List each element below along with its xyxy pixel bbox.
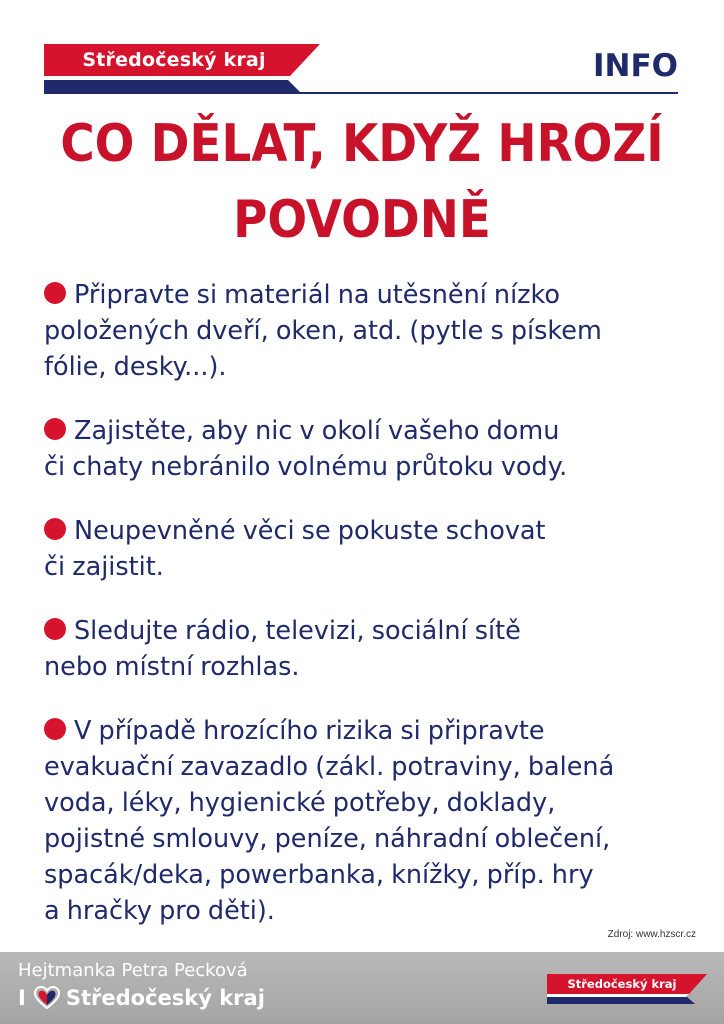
item-text: Neupevněné věci se pokuste schovat bbox=[74, 516, 546, 546]
bullet-dot bbox=[44, 618, 66, 640]
item-text: pojistné smlouvy, peníze, náhradní oblečení, bbox=[44, 824, 611, 854]
header-divider bbox=[44, 92, 678, 94]
info-label: INFO bbox=[592, 48, 678, 84]
title-line-2: POVODNĚ bbox=[233, 190, 491, 250]
item-text: evakuační zavazadlo (zákl. potraviny, balená bbox=[44, 752, 615, 782]
item-text: nebo místní rozhlas. bbox=[44, 652, 300, 682]
instructions-list bbox=[44, 277, 694, 957]
header-badge bbox=[44, 44, 320, 92]
footer-love-line bbox=[18, 986, 265, 1010]
list-item bbox=[44, 613, 694, 685]
item-text: Sledujte rádio, televizi, sociální sítě bbox=[74, 616, 521, 646]
item-text: a hračky pro děti). bbox=[44, 896, 275, 926]
bullet-dot bbox=[44, 418, 66, 440]
item-text: či chaty nebránilo volnému průtoku vody. bbox=[44, 452, 568, 482]
heart-icon bbox=[34, 986, 60, 1010]
item-text: Zajistěte, aby nic v okolí vašeho domu bbox=[74, 416, 560, 446]
source-note: Zdroj: www.hzscr.cz bbox=[607, 929, 696, 940]
list-item bbox=[44, 713, 694, 929]
item-text: spacák/deka, powerbanka, knížky, příp. hry bbox=[44, 860, 594, 890]
item-text: či zajistit. bbox=[44, 552, 164, 582]
item-text: Připravte si materiál na utěsnění nízko bbox=[74, 280, 561, 310]
item-text: V případě hrozícího rizika si připravte bbox=[74, 716, 545, 746]
bullet-dot bbox=[44, 518, 66, 540]
header-badge-label: Středočeský kraj bbox=[82, 49, 266, 71]
title-line-1: CO DĚLAT, KDYŽ HROZÍ bbox=[60, 114, 664, 174]
love-text: Středočeský kraj bbox=[65, 986, 265, 1010]
list-item bbox=[44, 413, 694, 485]
list-item bbox=[44, 513, 694, 585]
footer-name: Hejtmanka Petra Pecková bbox=[18, 960, 248, 981]
item-text: položených dveří, oken, atd. (pytle s pískem bbox=[44, 316, 602, 346]
item-text: voda, léky, hygienické potřeby, doklady, bbox=[44, 788, 556, 818]
love-prefix: I bbox=[18, 986, 26, 1010]
bullet-dot bbox=[44, 282, 66, 304]
page-title bbox=[0, 106, 724, 258]
bullet-dot bbox=[44, 718, 66, 740]
item-text: fólie, desky...). bbox=[44, 352, 227, 382]
footer-badge-label: Středočeský kraj bbox=[567, 977, 677, 991]
footer-badge bbox=[547, 974, 707, 1004]
list-item bbox=[44, 277, 694, 385]
